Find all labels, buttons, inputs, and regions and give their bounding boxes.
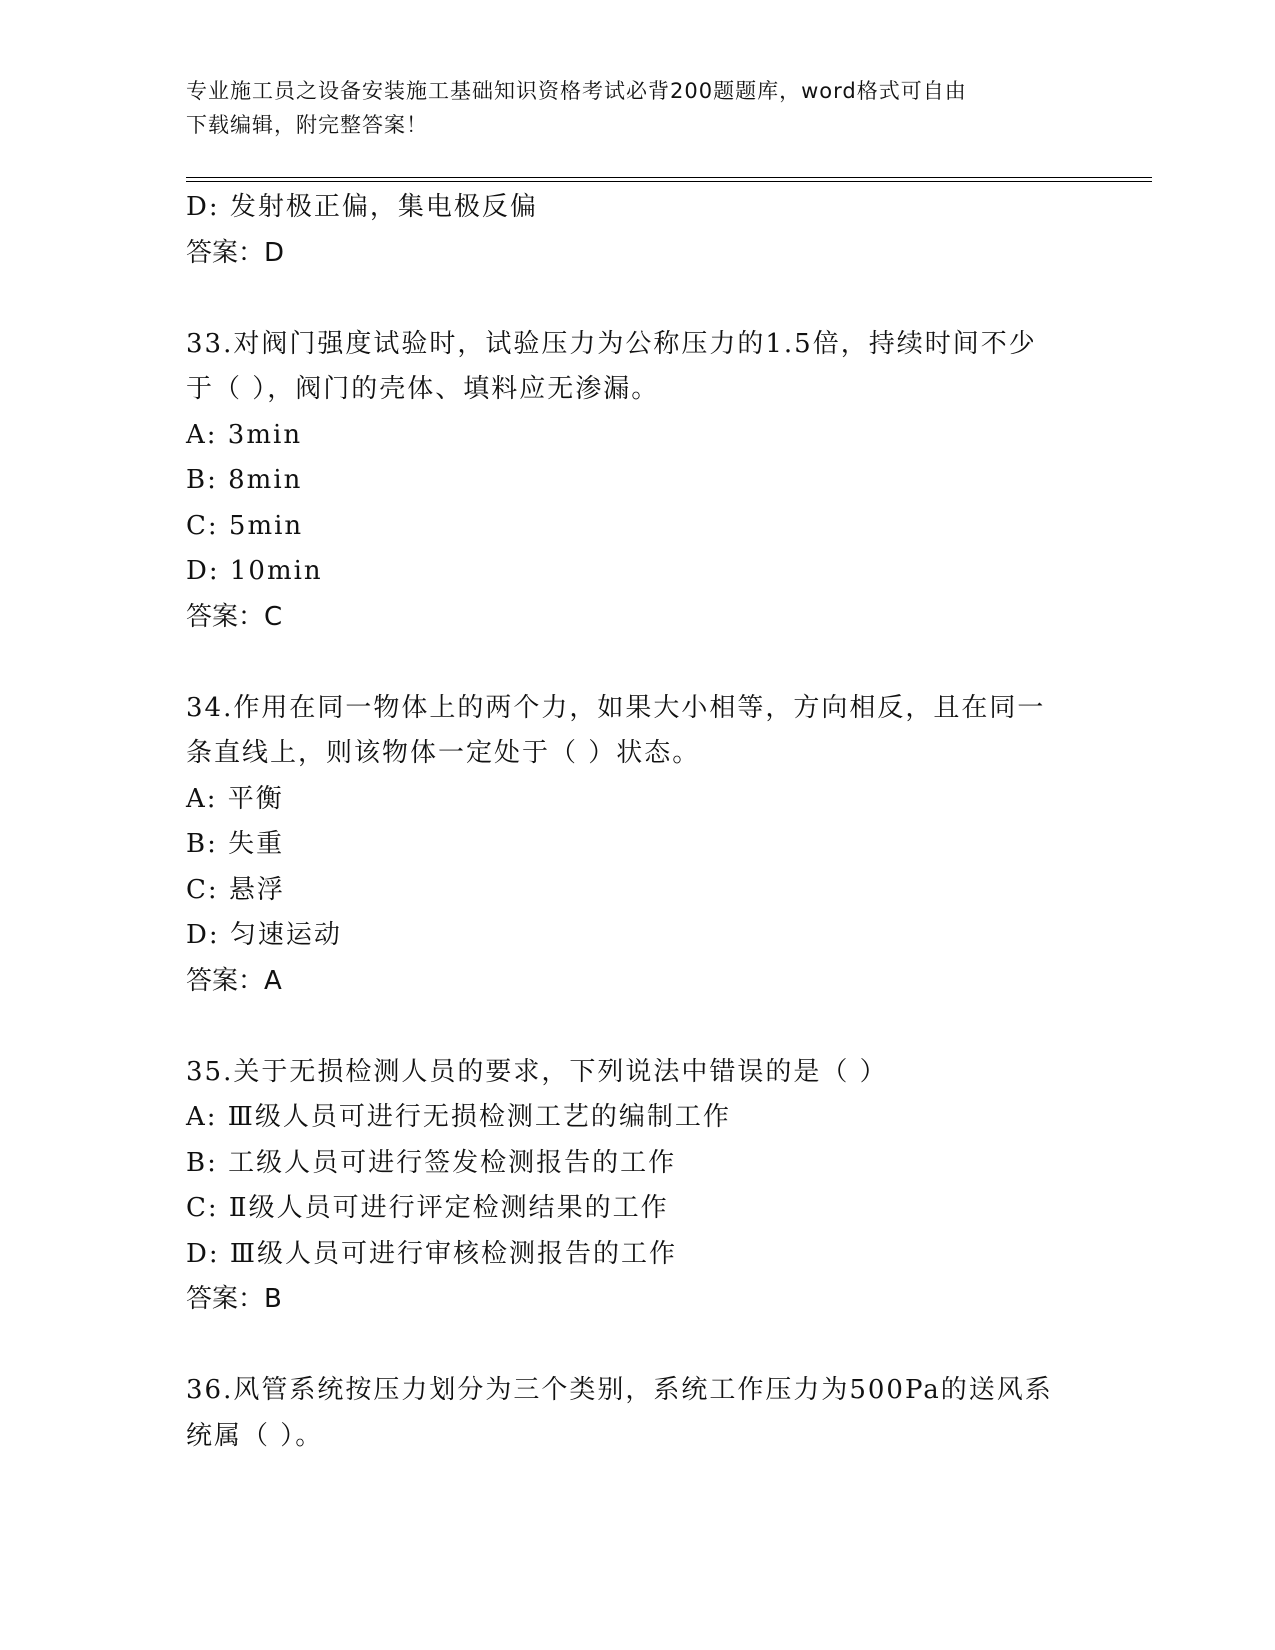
option-d: D: 匀速运动 — [186, 920, 342, 950]
answer-label: 答案： — [186, 237, 265, 268]
option-c: C: Ⅱ级人员可进行评定检测结果的工作 — [186, 1193, 669, 1223]
question-33 — [186, 322, 1086, 641]
question-stem-line: 34.作用在同一物体上的两个力，如果大小相等，方向相反，且在同一 — [186, 692, 1046, 723]
question-34 — [186, 686, 1086, 1005]
question-content — [186, 185, 1086, 1459]
question-answer — [186, 959, 1086, 1005]
option-a: A: 3min — [186, 419, 303, 450]
option-b: B: 失重 — [186, 829, 285, 859]
header-line-1: 专业施工员之设备安装施工基础知识资格考试必背200题题库，word格式可自由 — [186, 79, 967, 103]
prev-option-d: D: 发射极正偏，集电极反偏 — [186, 192, 538, 222]
option-b: B: 8min — [186, 465, 303, 495]
answer-value: D — [264, 237, 285, 268]
question-stem-line: 条直线上，则该物体一定处于（ ）状态。 — [186, 738, 701, 768]
answer-value: A — [264, 965, 282, 996]
option-d: D: Ⅲ级人员可进行审核检测报告的工作 — [186, 1238, 677, 1269]
answer-label: 答案： — [186, 601, 265, 632]
answer-label: 答案： — [186, 965, 265, 996]
question-35 — [186, 1050, 1086, 1323]
header-rule-bottom — [186, 181, 1152, 182]
answer-label: 答案： — [186, 1284, 265, 1314]
option-b: B: 工级人员可进行签发检测报告的工作 — [186, 1147, 677, 1178]
option-d: D: 10min — [186, 556, 323, 586]
question-stem-line: 36.风管系统按压力划分为三个类别，系统工作压力为500Pa的送风系 — [186, 1375, 1053, 1405]
prev-answer — [186, 231, 1086, 277]
question-stem-line: 35.关于无损检测人员的要求，下列说法中错误的是（ ） — [186, 1056, 888, 1087]
question-stem-line: 统属（ ）。 — [186, 1420, 324, 1451]
answer-value: B — [264, 1284, 282, 1314]
option-a: A: Ⅲ级人员可进行无损检测工艺的编制工作 — [186, 1102, 731, 1132]
document-header — [186, 74, 1086, 142]
question-answer — [186, 595, 1086, 641]
question-stem-line: 于（ ），阀门的壳体、填料应无渗漏。 — [186, 374, 660, 404]
option-c: C: 5min — [186, 510, 304, 541]
question-stem-line: 33.对阀门强度试验时，试验压力为公称压力的1.5倍，持续时间不少 — [186, 328, 1037, 359]
header-rule-top — [186, 177, 1152, 178]
question-answer — [186, 1277, 1086, 1323]
header-line-2: 下载编辑，附完整答案！ — [186, 113, 428, 137]
question-36 — [186, 1368, 1086, 1459]
answer-value: C — [264, 601, 283, 632]
option-a: A: 平衡 — [186, 783, 284, 814]
option-c: C: 悬浮 — [186, 874, 285, 905]
